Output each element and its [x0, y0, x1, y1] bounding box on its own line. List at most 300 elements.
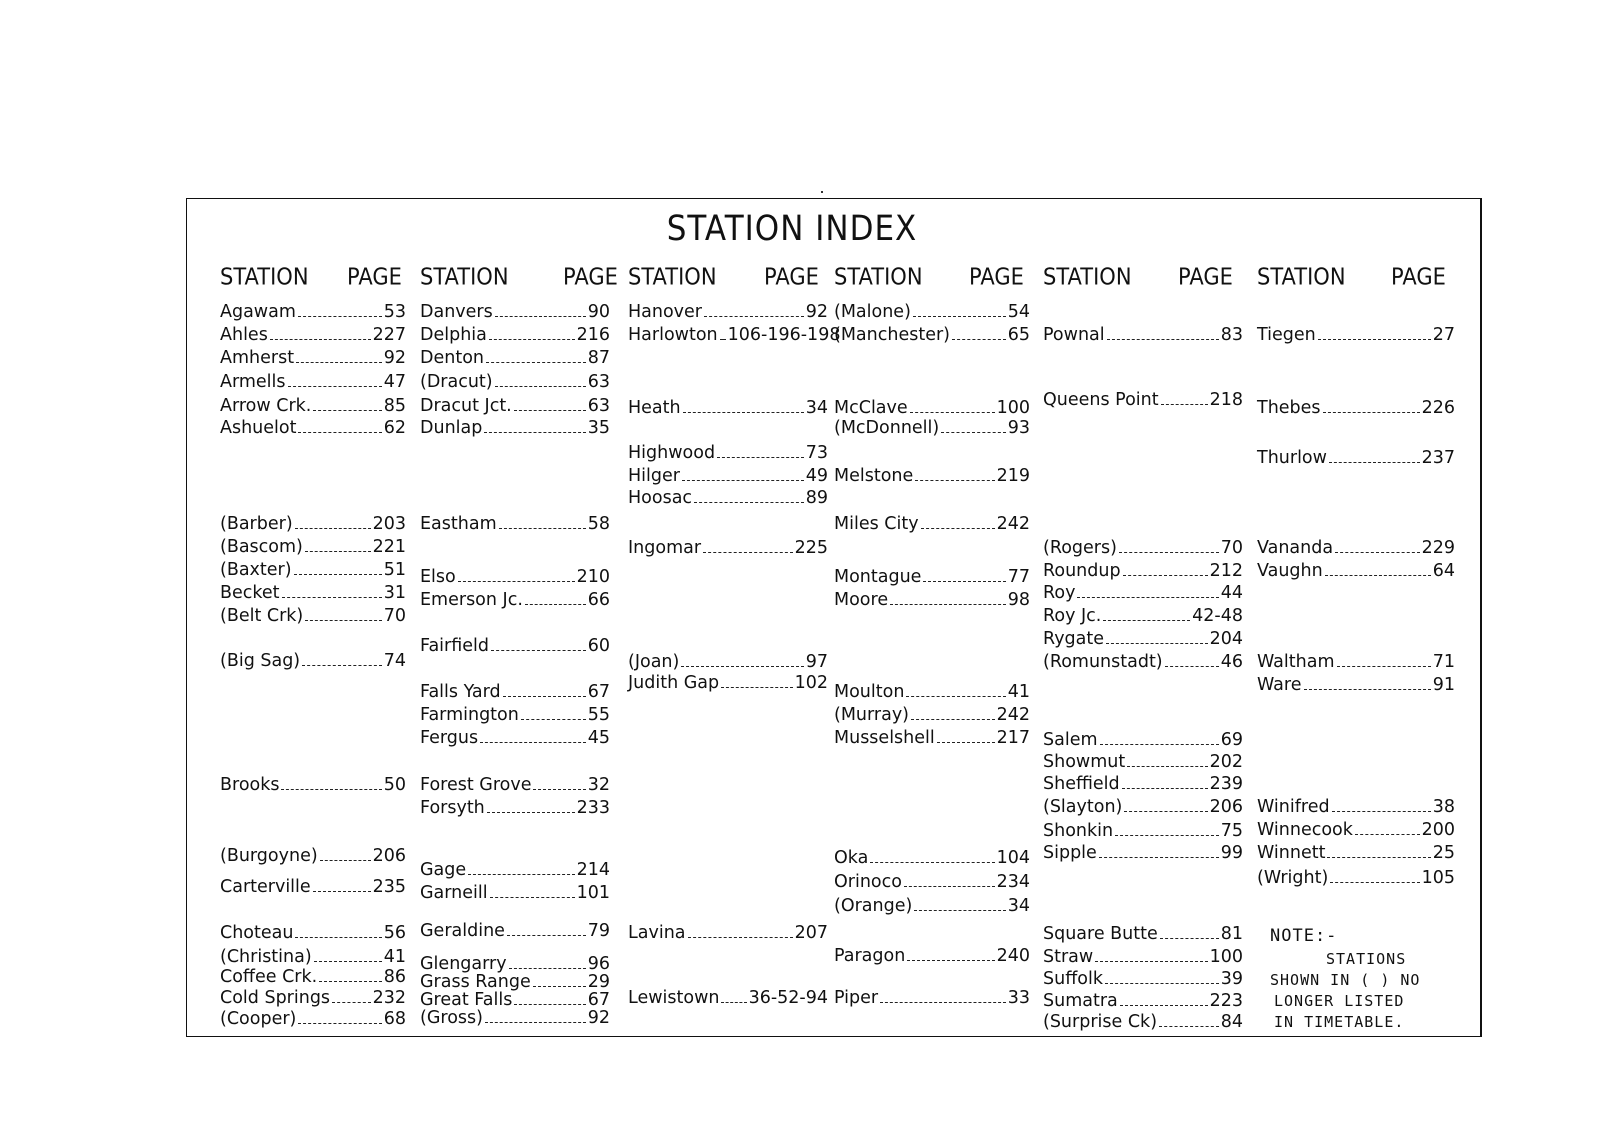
page-number: 68	[383, 1009, 406, 1029]
page-header-label: PAGE	[563, 263, 618, 290]
page-number: 39	[1220, 969, 1243, 989]
dot-leader	[288, 386, 382, 387]
dot-leader	[509, 968, 586, 969]
page-number: 218	[1209, 390, 1243, 410]
note-block	[1270, 926, 1470, 1033]
station-name: (Wright)	[1257, 868, 1329, 888]
station-entry	[834, 418, 1030, 438]
station-entry	[220, 372, 406, 392]
station-name: Melstone	[834, 466, 914, 486]
dot-leader	[1124, 811, 1207, 812]
dot-leader	[1115, 835, 1219, 836]
station-name: Judith Gap	[628, 673, 720, 693]
page-number: 65	[1007, 325, 1030, 345]
page-number: 73	[805, 443, 828, 463]
page-number: 67	[587, 682, 610, 702]
page-number: 83	[1220, 325, 1243, 345]
station-name: Paragon	[834, 946, 906, 966]
dot-leader	[313, 891, 371, 892]
page-number: 216	[576, 325, 610, 345]
page-number: 242	[996, 705, 1030, 725]
station-header-label: STATION	[220, 263, 309, 290]
page-number: 96	[587, 954, 610, 974]
station-name: Musselshell	[834, 728, 935, 748]
station-name: Dracut Jct.	[420, 396, 512, 416]
dot-leader	[1159, 1026, 1219, 1027]
dot-leader	[332, 1002, 371, 1003]
page-number: 92	[587, 1008, 610, 1028]
station-name: Roundup	[1043, 561, 1121, 581]
station-name: Forsyth	[420, 798, 485, 818]
station-entry	[1043, 797, 1243, 817]
page-number: 206	[372, 846, 406, 866]
dot-leader	[1107, 339, 1219, 340]
station-name: (Manchester)	[834, 325, 950, 345]
station-entry	[1257, 797, 1455, 817]
station-name: Fergus	[420, 728, 479, 748]
dot-leader	[703, 552, 793, 553]
page-number: 101	[576, 883, 610, 903]
dot-leader	[1105, 983, 1219, 984]
station-entry	[420, 302, 610, 322]
station-name: Moulton	[834, 682, 905, 702]
station-name: Thurlow	[1257, 448, 1327, 468]
station-entry	[834, 728, 1030, 748]
column-header	[220, 263, 406, 292]
page-number: 217	[996, 728, 1030, 748]
dot-leader	[941, 432, 1005, 433]
station-entry	[220, 302, 406, 322]
station-entry	[420, 514, 610, 534]
dot-leader	[298, 432, 381, 433]
page-number: 74	[383, 651, 406, 671]
station-entry	[420, 990, 610, 1010]
page-number: 63	[587, 396, 610, 416]
station-name: Ashuelot	[220, 418, 297, 438]
station-entry	[1257, 652, 1455, 672]
dot-leader	[1355, 834, 1420, 835]
dot-leader	[499, 528, 586, 529]
note-heading: NOTE:-	[1270, 926, 1338, 946]
station-name: Roy Jc.	[1043, 606, 1102, 626]
dot-leader	[952, 339, 1006, 340]
station-entry	[628, 988, 828, 1008]
page-number: 60	[587, 636, 610, 656]
station-entry	[628, 488, 828, 508]
page-number: 63	[587, 372, 610, 392]
page-number: 33	[1007, 988, 1030, 1008]
note-line: LONGER LISTED	[1274, 992, 1405, 1010]
station-entry	[834, 848, 1030, 868]
station-name: Grass Range	[420, 972, 531, 992]
page-number: 90	[587, 302, 610, 322]
page-header-label: PAGE	[347, 263, 402, 290]
page-number: 44	[1220, 583, 1243, 603]
station-name: Vananda	[1257, 538, 1334, 558]
dot-leader	[298, 316, 382, 317]
station-entry	[420, 972, 610, 992]
station-entry	[1043, 325, 1243, 345]
page-number: 99	[1220, 843, 1243, 863]
station-entry	[220, 923, 406, 943]
station-name: (Burgoyne)	[220, 846, 318, 866]
page-number: 102	[794, 673, 828, 693]
page-number: 242	[996, 514, 1030, 534]
station-entry	[834, 567, 1030, 587]
page-number: 31	[383, 583, 406, 603]
station-entry	[420, 567, 610, 587]
dot-leader	[721, 687, 792, 688]
dot-leader	[495, 386, 586, 387]
page-number: 41	[1007, 682, 1030, 702]
dot-leader	[281, 789, 381, 790]
page-number: 232	[372, 988, 406, 1008]
station-entry	[1257, 561, 1455, 581]
dot-leader	[487, 812, 575, 813]
page-number: 105	[1421, 868, 1455, 888]
station-entry	[628, 443, 828, 463]
dot-leader	[296, 362, 382, 363]
station-entry	[1257, 325, 1455, 345]
station-name: (Romunstadt)	[1043, 652, 1163, 672]
page-title: STATION INDEX	[666, 208, 918, 250]
station-name: Amherst	[220, 348, 295, 368]
station-name: Choteau	[220, 923, 294, 943]
dot-leader	[514, 410, 586, 411]
dot-leader	[1106, 643, 1208, 644]
dot-leader	[717, 457, 804, 458]
station-entry	[1257, 538, 1455, 558]
station-entry	[220, 537, 406, 557]
station-entry	[220, 606, 406, 626]
station-name: (Bascom)	[220, 537, 303, 557]
dot-leader	[468, 874, 574, 875]
page-number: 77	[1007, 567, 1030, 587]
station-entry	[1043, 730, 1243, 750]
station-entry	[420, 372, 610, 392]
station-entry	[420, 682, 610, 702]
page-number: 207	[794, 923, 828, 943]
station-entry	[1043, 629, 1243, 649]
station-entry	[220, 775, 406, 795]
station-entry	[1043, 843, 1243, 863]
page-number: 58	[587, 514, 610, 534]
station-entry	[1257, 868, 1455, 888]
page-number: 233	[576, 798, 610, 818]
page-number: 212	[1209, 561, 1243, 581]
dot-leader	[1304, 689, 1431, 690]
dot-leader	[1330, 882, 1419, 883]
page-number: 229	[1421, 538, 1455, 558]
dot-leader	[923, 581, 1005, 582]
page-number: 29	[587, 972, 610, 992]
page-number: 45	[587, 728, 610, 748]
station-entry	[834, 872, 1030, 892]
station-entry	[628, 673, 828, 693]
station-name: (Barber)	[220, 514, 293, 534]
dot-leader	[911, 719, 995, 720]
page-number: 214	[576, 860, 610, 880]
station-entry	[628, 325, 841, 345]
station-name: Heath	[628, 398, 681, 418]
station-name: Lewistown	[628, 988, 720, 1008]
station-entry	[420, 325, 610, 345]
station-name: Falls Yard	[420, 682, 501, 702]
station-entry	[420, 705, 610, 725]
page-header-label: PAGE	[969, 263, 1024, 290]
page-number: 219	[996, 466, 1030, 486]
page-number: 100	[996, 398, 1030, 418]
dot-leader	[298, 1023, 381, 1024]
station-name: Danvers	[420, 302, 493, 322]
station-entry	[1043, 538, 1243, 558]
station-header-label: STATION	[1043, 263, 1132, 290]
dot-leader	[1325, 575, 1431, 576]
dot-leader	[720, 339, 726, 340]
station-entry	[420, 1008, 610, 1028]
dot-leader	[1099, 857, 1219, 858]
station-name: (Christina)	[220, 947, 312, 967]
dot-leader	[514, 1004, 585, 1005]
station-entry	[628, 398, 828, 418]
station-entry	[834, 896, 1030, 916]
station-entry	[420, 418, 610, 438]
station-entry	[220, 967, 406, 987]
page-number: 87	[587, 348, 610, 368]
dot-leader	[683, 412, 804, 413]
page-number: 38	[1432, 797, 1455, 817]
dot-leader	[904, 886, 995, 887]
station-name: Oka	[834, 848, 869, 868]
station-entry	[834, 466, 1030, 486]
station-entry	[1257, 398, 1455, 418]
dot-leader	[1127, 766, 1207, 767]
dot-leader	[507, 935, 586, 936]
dot-leader	[490, 897, 575, 898]
station-name: Rygate	[1043, 629, 1105, 649]
station-name: Becket	[220, 583, 280, 603]
dot-leader	[694, 502, 804, 503]
station-name: (Gross)	[420, 1008, 483, 1028]
dot-leader	[880, 1002, 1006, 1003]
station-name: Hanover	[628, 302, 702, 322]
station-name: Garneill	[420, 883, 488, 903]
column-header	[420, 263, 618, 292]
station-entry	[834, 325, 1030, 345]
page-number: 234	[996, 872, 1030, 892]
dot-leader	[1161, 404, 1208, 405]
dot-leader	[1160, 938, 1219, 939]
dot-leader	[320, 860, 371, 861]
station-entry	[834, 590, 1030, 610]
station-name: Showmut	[1043, 752, 1126, 772]
station-name: Geraldine	[420, 921, 505, 941]
dot-leader	[921, 528, 995, 529]
station-name: Lavina	[628, 923, 686, 943]
station-name: Ware	[1257, 675, 1302, 695]
station-entry	[420, 921, 610, 941]
station-entry	[1043, 583, 1243, 603]
note-line: IN TIMETABLE.	[1274, 1013, 1405, 1031]
station-entry	[220, 651, 406, 671]
page-number: 64	[1432, 561, 1455, 581]
station-name: Sipple	[1043, 843, 1097, 863]
page-number: 49	[805, 466, 828, 486]
dot-leader	[1337, 666, 1431, 667]
page-header-label: PAGE	[1178, 263, 1233, 290]
note-line: STATIONS	[1326, 950, 1407, 968]
station-name: (Baxter)	[220, 560, 292, 580]
station-entry	[220, 418, 406, 438]
station-name: Miles City	[834, 514, 919, 534]
dot-leader	[870, 862, 994, 863]
station-entry	[220, 560, 406, 580]
dot-leader	[533, 986, 586, 987]
dot-leader	[1165, 666, 1219, 667]
stray-mark	[821, 191, 823, 193]
page-number: 235	[372, 877, 406, 897]
station-name: Dunlap	[420, 418, 483, 438]
station-name: Elso	[420, 567, 456, 587]
dot-leader	[533, 789, 585, 790]
station-name: (Rogers)	[1043, 538, 1117, 558]
station-entry	[1043, 752, 1243, 772]
station-name: Cold Springs	[220, 988, 331, 1008]
dot-leader	[937, 742, 995, 743]
dot-leader	[458, 581, 575, 582]
dot-leader	[1323, 412, 1420, 413]
station-name: Gage	[420, 860, 467, 880]
station-name: Ahles	[220, 325, 268, 345]
page-number: 79	[587, 921, 610, 941]
station-name: Sheffield	[1043, 774, 1120, 794]
station-entry	[420, 860, 610, 880]
page-number: 55	[587, 705, 610, 725]
dot-leader	[1077, 597, 1218, 598]
station-header-label: STATION	[1257, 263, 1346, 290]
station-entry	[1257, 448, 1455, 468]
dot-leader	[525, 604, 586, 605]
dot-leader	[1332, 811, 1431, 812]
station-name: Moore	[834, 590, 889, 610]
station-name: Delphia	[420, 325, 487, 345]
page-number: 97	[805, 652, 828, 672]
page-number: 67	[587, 990, 610, 1010]
page-number: 104	[996, 848, 1030, 868]
dot-leader	[521, 719, 586, 720]
station-name: (Cooper)	[220, 1009, 297, 1029]
station-name: (Big Sag)	[220, 651, 301, 671]
page-number: 92	[805, 302, 828, 322]
page-number: 237	[1421, 448, 1455, 468]
station-name: Emerson Jc.	[420, 590, 523, 610]
dot-leader	[913, 316, 1006, 317]
dot-leader	[270, 339, 371, 340]
page-number: 81	[1220, 924, 1243, 944]
page-number: 226	[1421, 398, 1455, 418]
station-name: Farmington	[420, 705, 519, 725]
page-number: 51	[383, 560, 406, 580]
page-number: 47	[383, 372, 406, 392]
station-name: Winifred	[1257, 797, 1330, 817]
page-number: 239	[1209, 774, 1243, 794]
dot-leader	[682, 480, 804, 481]
station-entry	[420, 348, 610, 368]
station-name: Arrow Crk.	[220, 396, 312, 416]
station-name: McClave	[834, 398, 908, 418]
station-name: Queens Point	[1043, 390, 1159, 410]
dot-leader	[1103, 620, 1190, 621]
dot-leader	[305, 620, 381, 621]
page-number: 200	[1421, 820, 1455, 840]
station-name: (Belt Crk)	[220, 606, 304, 626]
station-name: Sumatra	[1043, 991, 1118, 1011]
dot-leader	[295, 937, 381, 938]
station-name: Waltham	[1257, 652, 1335, 672]
dot-leader	[681, 666, 803, 667]
station-entry	[420, 883, 610, 903]
station-entry	[628, 652, 828, 672]
station-entry	[834, 398, 1030, 418]
station-name: Coffee Crk.	[220, 967, 318, 987]
dot-leader	[319, 981, 382, 982]
station-name: Winnett	[1257, 843, 1326, 863]
page-number: 86	[383, 967, 406, 987]
station-name: Roy	[1043, 583, 1076, 603]
station-name: Fairfield	[420, 636, 490, 656]
page-number: 91	[1432, 675, 1455, 695]
station-entry	[220, 1009, 406, 1029]
station-entry	[834, 302, 1030, 322]
column-header	[628, 263, 828, 292]
station-entry	[220, 988, 406, 1008]
dot-leader	[914, 910, 1005, 911]
station-name: Agawam	[220, 302, 296, 322]
page-number: 70	[1220, 538, 1243, 558]
dot-leader	[486, 362, 586, 363]
dot-leader	[1335, 552, 1420, 553]
page-number: 36-52-94	[748, 988, 828, 1008]
dot-leader	[1123, 575, 1208, 576]
station-entry	[420, 728, 610, 748]
dot-leader	[1318, 339, 1431, 340]
dot-leader	[906, 696, 1005, 697]
dot-leader	[485, 1022, 586, 1023]
station-entry	[628, 923, 828, 943]
station-entry	[420, 798, 610, 818]
page-number: 106-196-198	[727, 325, 841, 345]
station-name: Pownal	[1043, 325, 1105, 345]
page-header-label: PAGE	[764, 263, 819, 290]
station-entry	[1257, 843, 1455, 863]
station-name: Eastham	[420, 514, 497, 534]
dot-leader	[314, 961, 382, 962]
dot-leader	[491, 650, 586, 651]
station-entry	[628, 302, 828, 322]
note-line: SHOWN IN ( ) NO	[1270, 971, 1421, 989]
station-entry	[834, 682, 1030, 702]
dot-leader	[910, 412, 995, 413]
page-number: 41	[383, 947, 406, 967]
station-name: Suffolk	[1043, 969, 1103, 989]
station-name: Square Butte	[1043, 924, 1158, 944]
station-name: (McDonnell)	[834, 418, 940, 438]
dot-leader	[1329, 462, 1420, 463]
station-entry	[220, 947, 406, 967]
column-header	[1043, 263, 1243, 292]
station-entry	[220, 396, 406, 416]
page-header-label: PAGE	[1391, 263, 1446, 290]
